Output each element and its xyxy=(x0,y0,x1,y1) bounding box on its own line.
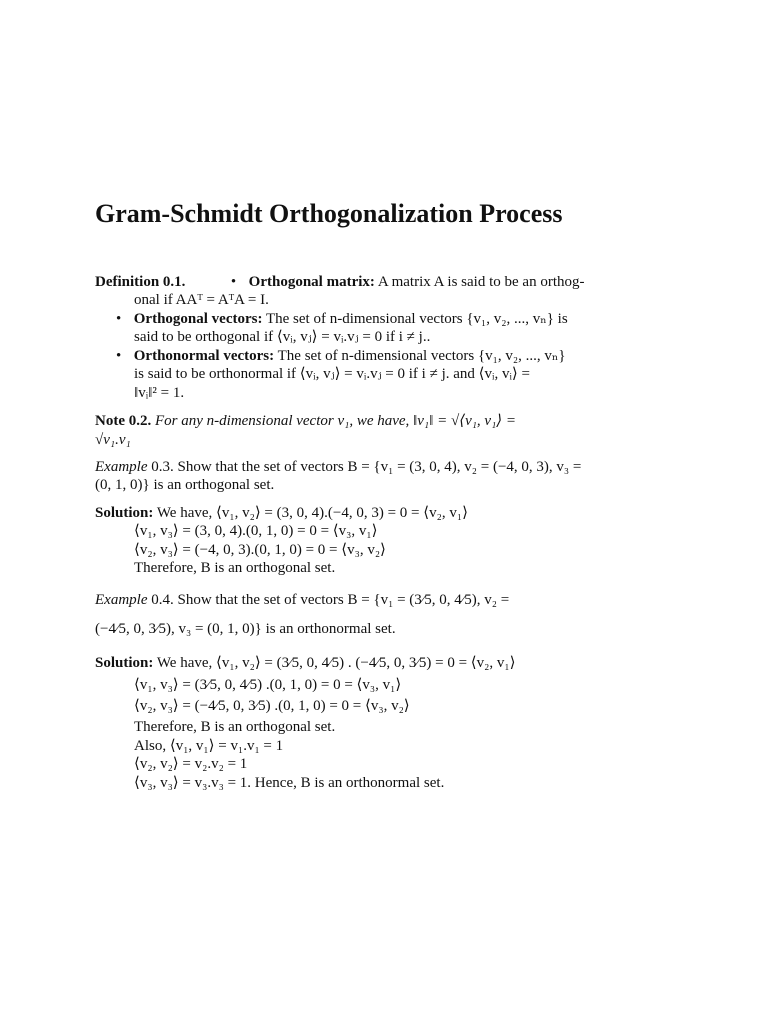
definition-text: The set of n-dimensional vectors {v₁, v₂, ..., vₙ} xyxy=(277,348,566,364)
solution-text: ⟨v₁, v₃⟩ = (3⁄5, 0, 4⁄5) .(0, 1, 0) = 0 = ⟨v₃, v₁⟩ xyxy=(134,677,402,693)
example-label: Example xyxy=(95,459,148,475)
definition-bullet-orthonormal-vectors xyxy=(116,347,566,366)
bullet-icon: • xyxy=(230,274,237,290)
definition-text: is said to be orthonormal if ⟨vᵢ, vⱼ⟩ = vᵢ.vⱼ = 0 if i ≠ j. and ⟨vᵢ, vᵢ⟩ = xyxy=(134,366,530,382)
solution-text: We have, ⟨v₁, v₂⟩ = (3, 0, 4).(−4, 0, 3) = 0 = ⟨v₂, v₁⟩ xyxy=(156,505,468,521)
note xyxy=(95,412,516,431)
definition-text: A matrix A is said to be an orthog- xyxy=(377,274,585,290)
example-text: (−4⁄5, 0, 3⁄5), v₃ = (0, 1, 0)} is an orthonormal set. xyxy=(95,621,396,637)
example-text: Show that the set of vectors B = {v₁ = (3, 0, 4), v₂ = (−4, 0, 3), v₃ = xyxy=(177,459,582,475)
example-number: 0.4. xyxy=(151,592,174,608)
definition-term: Orthogonal vectors: xyxy=(133,311,263,327)
bullet-icon: • xyxy=(116,311,122,327)
note-label: Note 0.2. xyxy=(95,413,152,429)
solution-text: Also, ⟨v₁, v₁⟩ = v₁.v₁ = 1 xyxy=(134,738,284,754)
definition-label: Definition 0.1. xyxy=(95,274,186,290)
definition-term-orthogonal-matrix: Orthogonal matrix: xyxy=(248,274,375,290)
definition-first-line xyxy=(95,273,585,292)
definition-term: Orthonormal vectors: xyxy=(133,348,275,364)
solution-text: ⟨v₁, v₃⟩ = (3, 0, 4).(0, 1, 0) = 0 = ⟨v₃, v₁⟩ xyxy=(134,523,378,539)
definition-text: onal if AAᵀ = AᵀA = I. xyxy=(134,292,269,308)
example-text: Show that the set of vectors B = {v₁ = (3⁄5, 0, 4⁄5), v₂ = xyxy=(177,592,510,608)
solution-text: ⟨v₃, v₃⟩ = v₃.v₃ = 1. Hence, B is an orthonormal set. xyxy=(134,775,445,791)
example-0-4 xyxy=(95,591,509,610)
page-title: Gram-Schmidt Orthogonalization Process xyxy=(95,199,563,228)
definition-text: said to be orthogonal if ⟨vᵢ, vⱼ⟩ = vᵢ.vⱼ = 0 if i ≠ j.. xyxy=(134,329,431,345)
solution-text: ⟨v₂, v₂⟩ = v₂.v₂ = 1 xyxy=(134,756,248,772)
solution-text: ⟨v₂, v₃⟩ = (−4, 0, 3).(0, 1, 0) = 0 = ⟨v₃, v₂⟩ xyxy=(134,542,386,558)
bullet-icon: • xyxy=(116,348,122,364)
solution-label: Solution: xyxy=(95,505,154,521)
solution-text: We have, ⟨v₁, v₂⟩ = (3⁄5, 0, 4⁄5) . (−4⁄5, 0, 3⁄5) = 0 = ⟨v₂, v₁⟩ xyxy=(156,655,516,671)
example-label: Example xyxy=(95,592,148,608)
solution-0-3 xyxy=(95,504,468,523)
solution-text: Therefore, B is an orthogonal set. xyxy=(134,719,336,735)
example-number: 0.3. xyxy=(151,459,174,475)
definition-text: ‖vᵢ‖² = 1. xyxy=(134,385,185,401)
solution-label: Solution: xyxy=(95,655,154,671)
note-text: √v₁.v₁ xyxy=(95,432,131,448)
definition-bullet-orthogonal-vectors xyxy=(116,310,568,329)
solution-0-4 xyxy=(95,654,515,673)
solution-text: ⟨v₂, v₃⟩ = (−4⁄5, 0, 3⁄5) .(0, 1, 0) = 0 = ⟨v₃, v₂⟩ xyxy=(134,698,410,714)
example-0-3 xyxy=(95,458,581,477)
note-text: For any n-dimensional vector v₁, we have, ‖v₁‖ = √⟨v₁, v₁⟩ = xyxy=(155,413,517,429)
example-text: (0, 1, 0)} is an orthogonal set. xyxy=(95,477,275,493)
definition-text: The set of n-dimensional vectors {v₁, v₂, ..., vₙ} is xyxy=(265,311,568,327)
solution-text: Therefore, B is an orthogonal set. xyxy=(134,560,336,576)
